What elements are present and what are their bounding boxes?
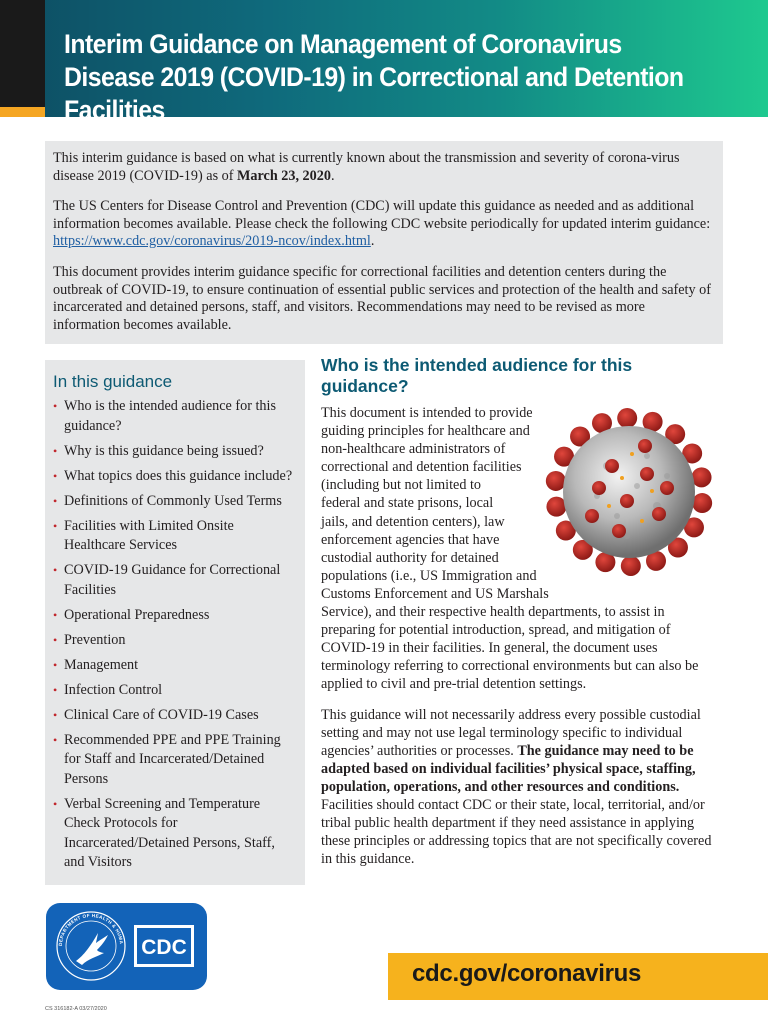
bullet-icon: •: [53, 796, 58, 811]
hhs-eagle-icon: [76, 933, 108, 965]
toc-list: [53, 397, 297, 873]
toc-item: • Prevention: [53, 631, 297, 651]
main-content: [321, 355, 721, 880]
bullet-icon: •: [53, 563, 58, 577]
audience-paragraph-2: This guidance will not necessarily address every possible custodial setting and may not use legal terminology specific to individual agencies’ authorities or processes. The guidance may need to be adapted based on individual facilities’ physical space, staffing, population, operations, and other resources and conditions. Facilities should contact CDC or their state, local, territorial, and/or tribal public health department if they need assistance in applying these principles or addressing topics that are not specifically covered in this guidance.: [321, 706, 712, 868]
toc-item: • Definitions of Commonly Used Terms: [53, 492, 297, 512]
hhs-seal-text: DEPARTMENT OF HEALTH & HUMA: [57, 912, 124, 947]
bullet-icon: •: [53, 468, 58, 483]
adaptation-note: The guidance may need to be adapted based on individual facilities’ physical space, staffing, population, operations, and other resources and conditions.: [321, 742, 696, 795]
toc-item: • Why is this guidance being issued?: [53, 442, 297, 462]
toc-item: • Clinical Care of COVID-19 Cases: [53, 706, 297, 726]
bullet-icon: •: [53, 443, 58, 458]
document-code: CS 316182-A 03/27/2020: [45, 1006, 107, 1012]
coronavirus-illustration: [527, 396, 727, 588]
intro-paragraph-3: This document provides interim guidance specific for correctional facilities and detention centers during the outbreak of COVID-19, to ensure continuation of essential public services and protection of the health and safety of incarcerated and detained persons, staff, and visitors. Recommendations may need to be revised as more information becomes available.: [53, 263, 711, 333]
hhs-cdc-logo: [46, 903, 207, 990]
cdc-guidance-link[interactable]: https://www.cdc.gov/coronavirus/2019-ncov/index.html: [53, 233, 371, 250]
audience-heading: Who is the intended audience for this guidance?: [321, 355, 633, 396]
toc-item: • COVID-19 Guidance for Correctional Facilities: [53, 562, 281, 598]
audience-paragraph-1: This document is intended to provide guiding principles for healthcare and non-healthcare administrators of correctional and detention facilities (including but not limited to federal and state prisons, local jails, and detention centers), law enforcement agencies that have custodial authority for detained populations (i.e., US Immigration and Customs Enforcement and US Marshals Service), and their respective health departments, to assist in preparing for potential introduction, spread, and mitigation of COVID-19 in their facilities. In general, the document uses terminology referring to correctional environments but can also be applied to civil and pre-trial detention settings.: [321, 405, 699, 693]
toc-item: • What topics does this guidance include?: [53, 467, 297, 487]
bullet-icon: •: [53, 518, 58, 533]
toc-item: • Verbal Screening and Temperature Check Protocols for Incarcerated/Detained Persons, Staff, and Visitors: [53, 795, 275, 870]
intro-paragraph-1: This interim guidance is based on what is currently known about the transmission and severity of corona-virus disease 2019 (COVID-19) as of March 23, 2020.: [53, 150, 680, 184]
intro-date: March 23, 2020: [237, 167, 331, 184]
bullet-icon: •: [53, 707, 58, 722]
toc-item: • Infection Control: [53, 681, 297, 701]
toc-box: [45, 360, 305, 885]
cdc-coronavirus-url[interactable]: cdc.gov/coronavirus: [412, 960, 642, 987]
bullet-icon: •: [53, 493, 58, 508]
bullet-icon: •: [53, 682, 58, 697]
toc-item: • Management: [53, 656, 297, 676]
toc-item: • Operational Preparedness: [53, 606, 297, 626]
toc-title: In this guidance: [53, 372, 173, 391]
intro-box: [45, 141, 723, 344]
bullet-icon: •: [53, 399, 58, 413]
page-title: Interim Guidance on Management of Coronavirus Disease 2019 (COVID-19) in Correctional and Detention Facilities: [64, 29, 684, 125]
intro-paragraph-2: The US Centers for Disease Control and Prevention (CDC) will update this guidance as needed and as additional information becomes available. Please check the following CDC website periodically for updated interim guidance: https://www.cdc.gov/coronavirus/2019-ncov/index.html.: [53, 198, 711, 250]
header-accent-black: [0, 0, 45, 107]
bullet-icon: •: [53, 607, 58, 622]
toc-item: • Who is the intended audience for this guidance?: [53, 398, 276, 434]
bullet-icon: •: [53, 657, 58, 672]
bullet-icon: •: [53, 632, 58, 647]
toc-item: • Facilities with Limited Onsite Healthcare Services: [53, 517, 234, 553]
header-accent-orange: [0, 107, 45, 117]
cdc-wordmark: CDC: [141, 936, 187, 959]
toc-item: • Recommended PPE and PPE Training for Staff and Incarcerated/Detained Persons: [53, 731, 281, 787]
bullet-icon: •: [53, 732, 58, 747]
url-bar: [388, 953, 768, 1000]
